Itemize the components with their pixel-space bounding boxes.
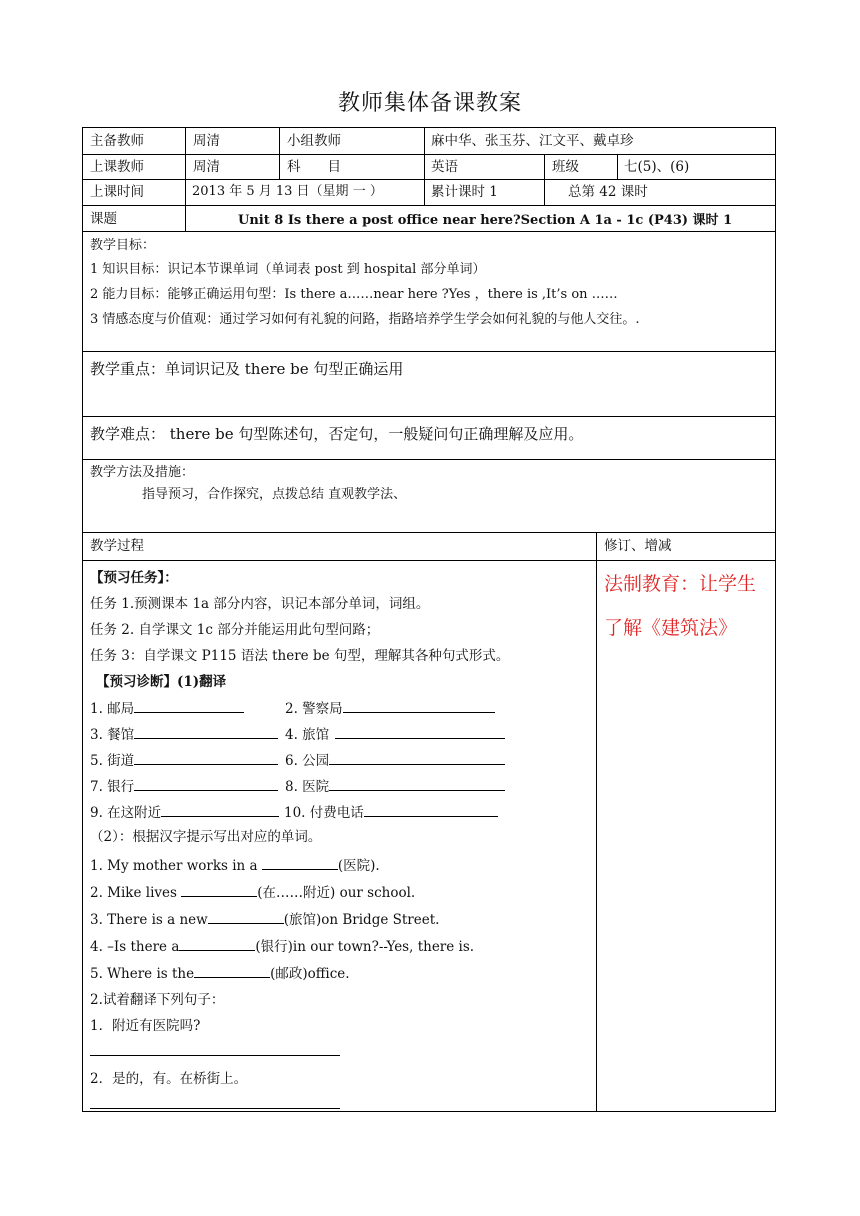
diagnosis-heading: 【预习诊断】(1)翻译: [96, 674, 227, 690]
vocab-row: [285, 776, 505, 797]
class-teacher-label: 上课教师: [90, 159, 144, 175]
answer-blank[interactable]: [335, 724, 505, 739]
vocab-item: 6. 公园: [285, 753, 330, 769]
main-teacher-value: 周清: [193, 133, 220, 149]
fill-suffix: (邮政)office.: [270, 966, 350, 982]
objective-3: 3 情感态度与价值观：通过学习如何有礼貌的问路，指路培养学生学会如何礼貌的与他人交往。.: [90, 312, 640, 327]
vocab-row: [285, 724, 505, 745]
class-teacher-value: 周清: [193, 159, 220, 175]
answer-blank[interactable]: [364, 802, 498, 817]
fill-item: [90, 963, 350, 984]
process-heading: 教学过程: [90, 538, 144, 554]
group-teachers-value: 麻中华、张玉芬、江文平、戴卓珍: [431, 133, 634, 149]
answer-blank[interactable]: [329, 776, 505, 791]
class-value: 七(5)、(6): [624, 159, 690, 175]
vocab-item: 10. 付费电话: [284, 805, 364, 821]
lesson-time-value: 2013 年 5 月 13 日（星期 一 ）: [192, 184, 383, 199]
class-label: 班级: [552, 159, 579, 175]
answer-blank[interactable]: [134, 776, 278, 791]
vocab-item: 4. 旅馆: [285, 727, 330, 743]
fill-item: [90, 855, 380, 876]
answer-blank[interactable]: [134, 724, 278, 739]
objectives-heading: 教学目标：: [90, 238, 156, 253]
answer-blank[interactable]: [343, 698, 495, 713]
vocab-row: [90, 750, 278, 771]
vocab-item: 5. 街道: [90, 753, 135, 769]
preview-heading: 【预习任务】：: [90, 570, 178, 586]
topic-label: 课题: [90, 211, 117, 227]
fill-suffix: (旅馆)on Bridge Street.: [283, 912, 440, 928]
answer-blank[interactable]: [194, 963, 270, 978]
fill-prefix: 4. –Is there a: [90, 939, 180, 955]
key-points: 教学重点：单词识记及 there be 句型正确运用: [90, 360, 404, 378]
methods-text: 指导预习，合作探究，点拨总结 直观教学法、: [142, 487, 407, 502]
fill-item: [90, 909, 439, 930]
vocab-row: [90, 776, 278, 797]
cumulative-hours: 累计课时 1: [431, 184, 498, 200]
vocab-item: 8. 医院: [285, 779, 330, 795]
fill-prefix: 3. There is a new: [90, 912, 208, 928]
subject-label: 科 目: [287, 159, 341, 175]
answer-blank[interactable]: [329, 750, 505, 765]
methods-heading: 教学方法及措施：: [90, 465, 195, 480]
sentence-2: 2．是的，有。在桥街上。: [90, 1071, 248, 1087]
page-title: 教师集体备课教案: [337, 91, 522, 116]
fill-suffix: (医院).: [337, 858, 380, 874]
vocab-row: [90, 698, 244, 719]
revise-heading: 修订、增减: [604, 538, 672, 554]
vocab-row: [285, 698, 495, 719]
answer-blank[interactable]: [208, 909, 284, 924]
vocab-item: 3. 餐馆: [90, 727, 135, 743]
lesson-time-label: 上课时间: [90, 184, 144, 200]
vocab-row: [90, 802, 279, 823]
vocab-item: 9. 在这附近: [90, 805, 162, 821]
answer-blank[interactable]: [134, 750, 278, 765]
total-hours: 总第 42 课时: [568, 184, 648, 200]
sentence-1: 1．附近有医院吗?: [90, 1018, 201, 1034]
answer-blank[interactable]: [262, 855, 338, 870]
answer-blank[interactable]: [134, 698, 244, 713]
fill-suffix: (在……附近) our school.: [257, 885, 416, 901]
vocab-item: 1. 邮局: [90, 701, 135, 717]
vocab-row: [90, 724, 278, 745]
part2-heading: （2）：根据汉字提示写出对应的单词。: [90, 829, 322, 845]
fill-suffix: (银行)in our town?--Yes, there is.: [255, 939, 475, 955]
answer-line[interactable]: [90, 1108, 340, 1109]
task-3: 任务 3：自学课文 P115 语法 there be 句型，理解其各种句式形式。: [90, 648, 510, 664]
task-1: 任务 1.预测课本 1a 部分内容，识记本部分单词，词组。: [90, 596, 430, 612]
fill-prefix: 5. Where is the: [90, 966, 195, 982]
vocab-row: [284, 802, 498, 823]
subject-value: 英语: [431, 159, 458, 175]
difficulties: 教学难点： there be 句型陈述句，否定句，一般疑问句正确理解及应用。: [90, 425, 584, 443]
answer-line[interactable]: [90, 1055, 340, 1056]
fill-item: [90, 882, 415, 903]
vocab-item: 7. 银行: [90, 779, 135, 795]
answer-blank[interactable]: [179, 936, 255, 951]
fill-prefix: 1. My mother works in a: [90, 858, 262, 874]
objective-2: 2 能力目标：能够正确运用句型：Is there a……near here ?Yes ，there is ,It’s on ……: [90, 287, 618, 302]
translate-heading: 2.试着翻译下列句子：: [90, 992, 225, 1008]
task-2: 任务 2. 自学课文 1c 部分并能运用此句型问路；: [90, 622, 380, 638]
vocab-item: 2. 警察局: [285, 701, 343, 717]
vocab-row: [285, 750, 505, 771]
fill-item: [90, 936, 474, 957]
fill-prefix: 2. Mike lives: [90, 885, 182, 901]
answer-blank[interactable]: [161, 802, 279, 817]
objective-1: 1 知识目标：识记本节课单词（单词表 post 到 hospital 部分单词）: [90, 262, 486, 277]
answer-blank[interactable]: [181, 882, 257, 897]
topic-value: Unit 8 Is there a post office near here?Section A 1a - 1c (P43) 课时 1: [238, 213, 733, 228]
revise-note: 法制教育：让学生了解《建筑法》: [604, 573, 757, 639]
group-teachers-label: 小组教师: [287, 133, 341, 149]
main-teacher-label: 主备教师: [90, 133, 144, 149]
